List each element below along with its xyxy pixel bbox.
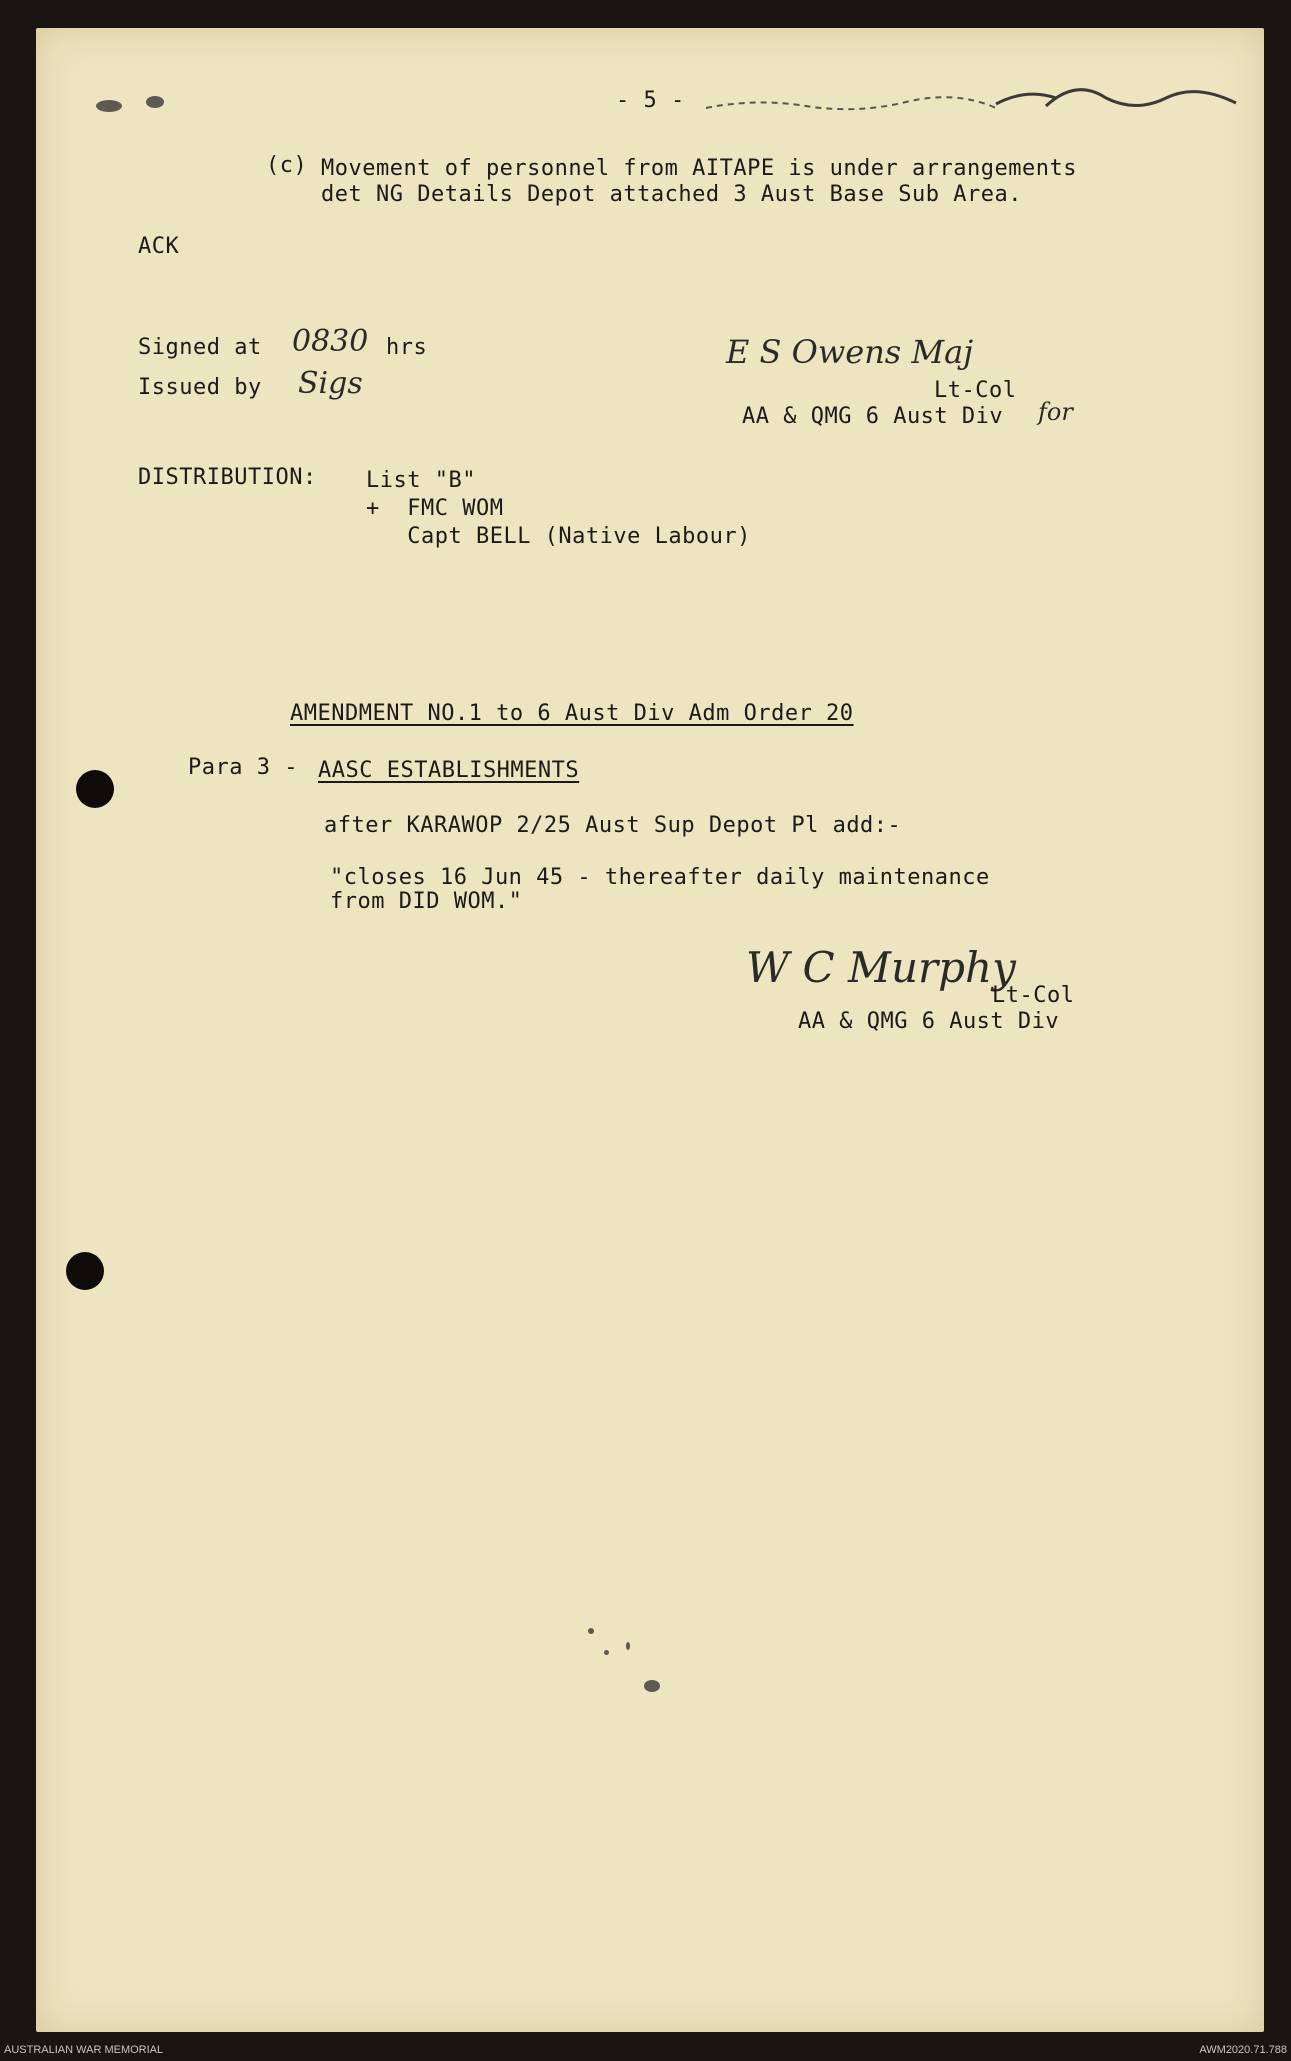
amendment-line-3: from DID WOM." (330, 889, 523, 914)
document-page (36, 28, 1264, 2032)
sig1-rank: Lt-Col (934, 378, 1017, 403)
distribution-label: DISTRIBUTION: (138, 465, 317, 490)
ink-speck (588, 1628, 594, 1634)
page-number: - 5 - (616, 88, 685, 113)
issued-value: Sigs (298, 366, 363, 401)
amendment-line-2: "closes 16 Jun 45 - thereafter daily maintenance (330, 865, 990, 890)
ink-speck (604, 1650, 609, 1655)
para-c-marker: (c) (266, 153, 308, 178)
signature-owens: E S Owens Maj (726, 333, 974, 371)
punch-hole-top (76, 770, 114, 808)
ink-speck (626, 1642, 630, 1650)
sig1-title: AA & QMG 6 Aust Div (742, 404, 1004, 429)
distribution-line-3: Capt BELL (Native Labour) (366, 524, 751, 549)
para-c-line2: det NG Details Depot attached 3 Aust Base Sub Area. (321, 182, 1023, 207)
ink-speck (644, 1680, 660, 1692)
para-c-line1: Movement of personnel from AITAPE is under arrangements (321, 156, 1077, 181)
amendment-heading: AMENDMENT NO.1 to 6 Aust Div Adm Order 20 (290, 701, 854, 726)
distribution-line-2: + FMC WOM (366, 496, 504, 521)
footer-left: AUSTRALIAN WAR MEMORIAL (4, 2044, 164, 2056)
ink-smudge (146, 96, 164, 108)
signed-suffix: hrs (386, 335, 428, 360)
amendment-para-title: AASC ESTABLISHMENTS (318, 758, 580, 783)
sig2-rank: Lt-Col (992, 983, 1075, 1008)
ink-smudge (96, 100, 122, 112)
footer-right: AWM2020.71.788 (1199, 2044, 1287, 2056)
distribution-line-1: List "B" (366, 468, 476, 493)
sig1-for: for (1038, 398, 1073, 426)
sig2-title: AA & QMG 6 Aust Div (798, 1009, 1060, 1034)
punch-hole-bottom (66, 1252, 104, 1290)
signed-time: 0830 (292, 324, 369, 359)
amendment-line-1: after KARAWOP 2/25 Aust Sup Depot Pl add:- (324, 813, 902, 838)
ack-label: ACK (138, 234, 180, 259)
issued-prefix: Issued by (138, 375, 262, 400)
signature-murphy: W C Murphy (746, 943, 1016, 992)
signed-prefix: Signed at (138, 335, 262, 360)
top-edge-ink-marks (696, 68, 1256, 128)
amendment-para-prefix: Para 3 - (188, 755, 312, 780)
